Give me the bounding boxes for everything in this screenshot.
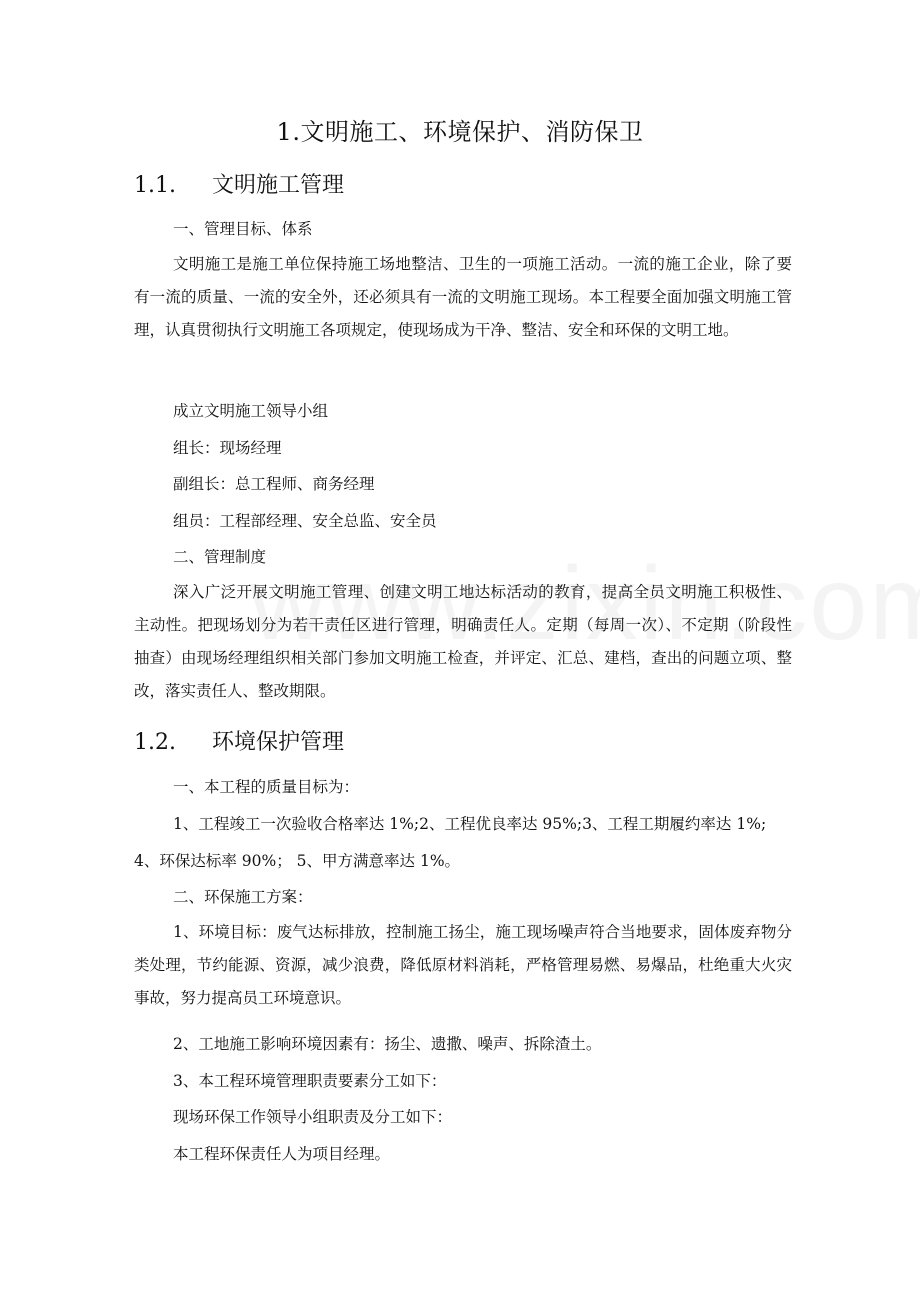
text-environmental-factors: 2、工地施工影响环境因素有：扬尘、遗撒、噪声、拆除渣土。: [173, 1035, 602, 1053]
text-group-members: 组员：工程部经理、安全总监、安全员: [173, 512, 437, 530]
text-leadership-group: 成立文明施工领导小组: [173, 402, 329, 420]
section-title: 文明施工管理: [212, 173, 345, 198]
section-heading-1-1: [134, 168, 344, 199]
document-title: 1.文明施工、环境保护、消防保卫: [276, 118, 644, 146]
subheading-management-system: 二、管理制度: [173, 548, 267, 566]
text-responsibility-division: 3、本工程环境管理职责要素分工如下：: [173, 1072, 447, 1090]
section-number: 1.1.: [134, 173, 176, 198]
text-group-leader: 组长：现场经理: [173, 439, 282, 457]
section-heading-1-2: [134, 725, 344, 756]
paragraph-management-system: 深入广泛开展文明施工管理、创建文明工地达标活动的教育，提高全员文明施工积极性、主动性。把现场划分为若干责任区进行管理，明确责任人。定期（每周一次）、不定期（阶段性抽查）由现场经理组织相关部门参加文明施工检查，并评定、汇总、建档，查出的问题立项、整改，落实责任人、整改期限。: [134, 583, 792, 700]
text-quality-goals-line-1: 1、工程竣工一次验收合格率达 1%;2、工程优良率达 95%;3、工程工期履约率达 1%;: [173, 815, 767, 833]
paragraph-civilized-construction: 文明施工是施工单位保持施工场地整洁、卫生的一项施工活动。一流的施工企业，除了要有一流的质量、一流的安全外，还必须具有一流的文明施工现场。本工程要全面加强文明施工管理，认真贯彻执行文明施工各项规定，使现场成为干净、整洁、安全和环保的文明工地。: [134, 255, 792, 339]
subheading-management-goals: 一、管理目标、体系: [173, 220, 313, 238]
subheading-quality-goals: 一、本工程的质量目标为：: [173, 778, 360, 796]
section-number: 1.2.: [134, 730, 176, 755]
section-title: 环境保护管理: [212, 730, 345, 755]
subheading-environmental-plan: 二、环保施工方案：: [173, 888, 313, 906]
text-leadership-duties: 现场环保工作领导小组职责及分工如下：: [173, 1108, 453, 1126]
text-deputy-leader: 副组长：总工程师、商务经理: [173, 475, 375, 493]
paragraph-environmental-goals: 1、环境目标：废气达标排放，控制施工扬尘，施工现场噪声符合当地要求，固体废弃物分类处理，节约能源、资源，减少浪费，降低原材料消耗，严格管理易燃、易爆品，杜绝重大火灾事故，努力提高员工环境意识。: [134, 923, 792, 1007]
text-quality-goals-line-2: 4、环保达标率 90%； 5、甲方满意率达 1%。: [134, 852, 461, 870]
text-responsible-person: 本工程环保责任人为项目经理。: [173, 1145, 391, 1163]
